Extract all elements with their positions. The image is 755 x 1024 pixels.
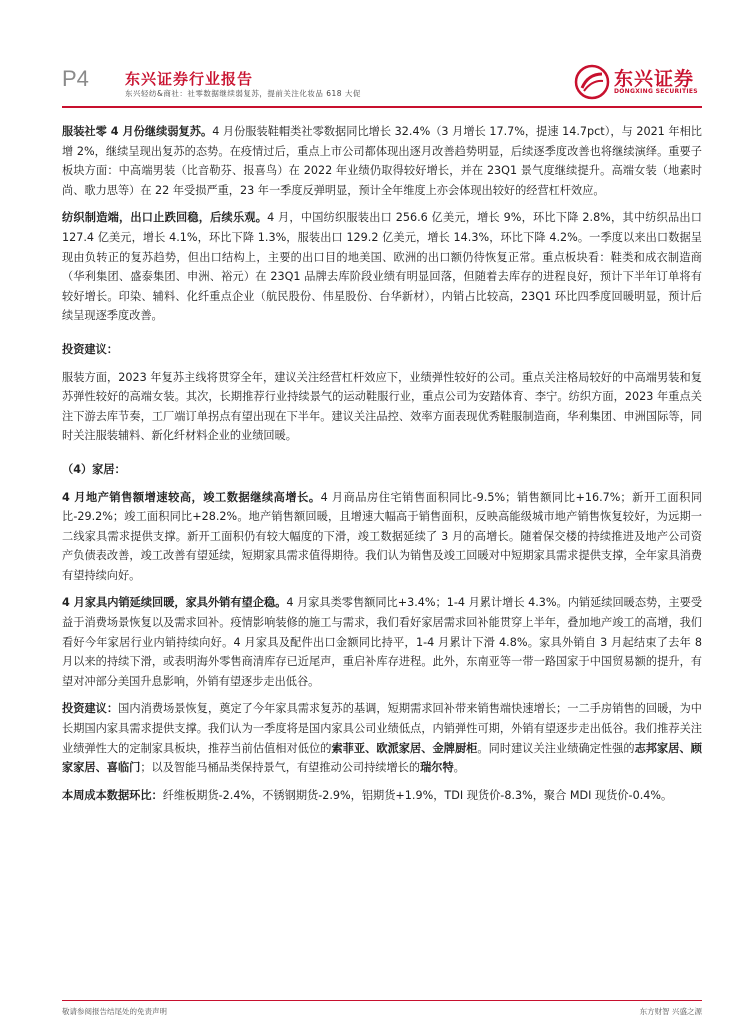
paragraph-textile xyxy=(62,208,702,326)
company-ruierte: 瑞尔特 xyxy=(420,761,454,775)
paragraph-apparel xyxy=(62,122,702,200)
logo-text-cn: 东兴证券 xyxy=(614,68,695,90)
company-oppein: 欧派家居 xyxy=(376,741,422,755)
company-derucci: 喜临门 xyxy=(106,761,141,775)
company-zbom: 志邦家居 xyxy=(634,741,680,755)
heading-section-4: （4）家居： xyxy=(62,462,126,476)
paragraph-invest-1: 服装方面，2023 年复苏主线将贯穿全年，建议关注经营杠杆效应下，业绩弹性较好的公司。重点关注格局较好的中高端男装和复苏弹性较好的高端女装。其次，长期推荐行业持续景气的运动鞋服行业，重点公司为安踏体育、李宁。纺织方面，2023 年重点关注下游去库节奏，工厂端订单拐点有望出现在下半年。建议关注品控、效率方面表现优秀鞋服制造商，华利集团、申洲国际等，同时关注服装辅料、新化纤材料企业的业绩回暖。 xyxy=(62,370,702,443)
brand-logo xyxy=(574,62,700,104)
header-divider xyxy=(62,106,702,108)
lead-textile: 纺织制造端，出口止跌回稳，后续乐观。 xyxy=(62,211,268,225)
footer-disclaimer: 敬请参阅报告结尾处的免责声明 xyxy=(62,1007,167,1016)
footer-divider xyxy=(62,1000,702,1001)
logo-mark-icon xyxy=(574,64,610,100)
paragraph-cost xyxy=(62,786,702,806)
company-sofia: 索菲亚 xyxy=(331,741,366,755)
text-apparel: 4 月份服装鞋帽类社零数据同比增长 32.4%（3 月增长 17.7%，提速 14.7pct），与 2021 年相比增 2%，继续呈现出复苏的态势。在疫情过后，重点上市公司都体现出逐月改善趋势明显，后续逐季度改善也将继续演绎。重要子板块方面：中高端男装（比音勒芬、报喜鸟）在 2022 年业绩仍取得较好增长，并在 23Q1 景气度继续提升。高端女装（地素时尚、歌力思等）在 22 年受损严重，23 年一季度反弹明显，预计全年维度上亦会体现出较好的经营杠杆效应。 xyxy=(62,125,702,197)
text-property: 4 月商品房住宅销售面积同比-9.5%；销售额同比+16.7%；新开工面积同比-29.2%；竣工面积同比+28.2%。地产销售额回暖，且增速大幅高于销售面积，反映高能级城市地产销售恢复较好，为远期一二线家具需求提供支撑。新开工面积仍有较大幅度的下滑，竣工数据延续了 3 月的高增长。随着保交楼的持续推进及地产公司资产负债表改善，竣工改善有望延续，短期家具需求值得期待。我们认为销售及竣工回暖对中短期家具需求提供支撑，全年家具消费有望持续向好。 xyxy=(62,490,702,582)
page-number: P4 xyxy=(62,66,89,91)
footer-slogan: 东方财智 兴盛之源 xyxy=(639,1007,702,1016)
heading-invest-2: 投资建议： xyxy=(62,702,119,716)
paragraph-property xyxy=(62,488,702,586)
company-goldenhome: 金牌厨柜 xyxy=(432,741,478,755)
report-body xyxy=(62,122,702,805)
heading-invest-1: 投资建议： xyxy=(62,342,118,356)
lead-cost: 本周成本数据环比： xyxy=(62,788,163,802)
report-title: 东兴证券行业报告 xyxy=(125,70,254,88)
text-textile: 4 月，中国纺织服装出口 256.6 亿美元，增长 9%，环比下降 2.8%，其中纺织品出口 127.4 亿美元，增长 4.1%，环比下降 1.3%，服装出口 129.2 亿美元，增长 14.3%，环比下降 4.2%。一季度以来出口数据呈现由负转正的复苏趋势，但出口结构上，主要的出口目的地美国、欧洲的出口额仍待恢复正常。重点板块看：鞋类和成衣制造商（华利集团、盛泰集团、申洲、裕元）在 23Q1 品牌去库阶段业绩有明显回落，但随着去库存的进程良好，预计下半年订单将有较好增长。印染、辅料、化纤重点企业（航民股份、伟星股份、台华新材），内销占比较高，23Q1 环比四季度回暖明显，预计后续呈现逐季度改善。 xyxy=(62,211,702,323)
paragraph-invest-2: 投资建议：国内消费场景恢复，奠定了今年家具需求复苏的基调，短期需求回补带来销售端快速增长；一二手房销售的回暖，为中长期国内家具需求提供支撑。我们认为一季度将是国内家具公司业绩低点，内销弹性可期，外销有望逐步走出低谷。我们推荐关注业绩弹性大的定制家具板块，推荐当前估值相对低位的索菲亚、欧派家居、金牌厨柜。同时建议关注业绩确定性强的志邦家居、顾家家居、喜临门；以及智能马桶品类保持景气，有望推动公司持续增长的瑞尔特。 xyxy=(62,702,702,775)
lead-property: 4 月地产销售额增速较高，竣工数据继续高增长。 xyxy=(62,490,321,504)
lead-apparel: 服装社零 4 月份继续弱复苏。 xyxy=(62,125,213,138)
lead-furniture: 4 月家具内销延续回暖，家具外销有望企稳。 xyxy=(62,596,287,610)
logo-text-en: DONGXING SECURITIES xyxy=(614,88,698,95)
text-cost: 纤维板期货-2.4%，不锈钢期货-2.9%，铝期货+1.9%，TDI 现货价-8.3%，聚合 MDI 现货价-0.4%。 xyxy=(162,788,673,802)
paragraph-furniture xyxy=(62,593,702,691)
company-kuka: 顾家家居 xyxy=(62,741,702,775)
report-subtitle: 东兴轻纺&商社：社零数据继续弱复苏，提前关注化妆品 618 大促 xyxy=(125,89,361,98)
text-furniture: 4 月家具类零售额同比+3.4%；1-4 月累计增长 4.3%。内销延续回暖态势，主要受益于消费场景恢复以及需求回补。疫情影响装修的施工与需求，我们看好家居需求回补能贯穿上半年，叠加地产竣工的高增，我们看好今年家居行业内销持续向好。4 月家具及配件出口金额同比持平，1-4 月累计下滑 4.8%。家具外销自 3 月起结束了去年 8 月以来的持续下滑，或表明海外零售商清库存已近尾声，重启补库存进程。此外，东南亚等一带一路国家于中国贸易额的提升，有望对冲部分美国升息影响，外销有望逐步走出低谷。 xyxy=(62,596,703,688)
